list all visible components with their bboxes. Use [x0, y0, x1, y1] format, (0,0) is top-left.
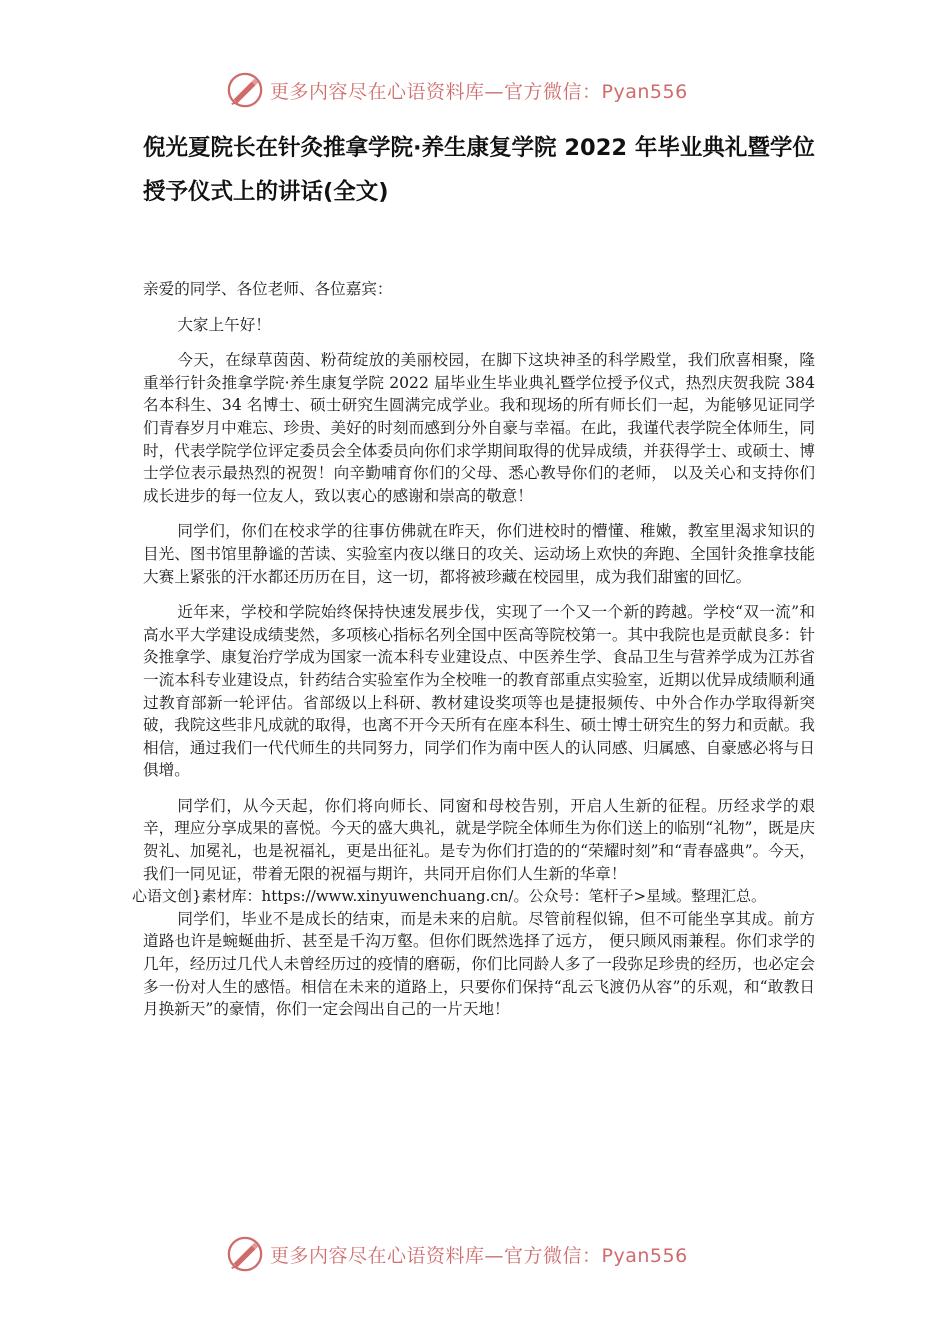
closing-paragraph: 同学们，毕业不是成长的结束，而是未来的启航。尽管前程似锦，但不可能坐享其成。前方道路也许是蜿蜒曲折、甚至是千沟万壑。但你们既然选择了远方， 便只顾风雨兼程。你们求学的几年，经历过几代人未曾经历过的疫情的磨砺，你们比同龄人多了一段弥足珍贵的经历，也必定会多一份对人生的感悟。相信在未来的道路上，只要你们保持“乱云飞渡仍从容”的乐观，和“敢教日月换新天”的豪情，你们一定会闯出自己的一片天地！	[143, 909, 815, 1019]
document-title: 倪光夏院长在针灸推拿学院·养生康复学院 2022 年毕业典礼暨学位授予仪式上的讲话(全文)	[143, 135, 815, 205]
document-body	[132, 278, 815, 1034]
paragraph: 大家上午好！	[177, 315, 271, 334]
banner-text: 更多内容尽在心语资料库—官方微信：Pyan556	[270, 1244, 688, 1267]
banner-text: 更多内容尽在心语资料库—官方微信：Pyan556	[270, 80, 688, 103]
pen-logo-icon	[226, 71, 264, 109]
paragraph: 同学们，你们在校求学的往事仿佛就在昨天，你们进校时的懵懂、稚嫩，教室里渴求知识的目光、图书馆里静谧的苦读、实验室内夜以继日的攻关、运动场上欢快的奔跑、全国针灸推拿技能大赛上紧张的汗水都还历历在目，这一切，都将被珍藏在校园里，成为我们甜蜜的回忆。	[143, 522, 815, 586]
pen-logo-icon	[226, 1235, 264, 1273]
footer-banner	[226, 1234, 688, 1274]
paragraph: 同学们，从今天起，你们将向师长、同窗和母校告别，开启人生新的征程。历经求学的艰辛，理应分享成果的喜悦。今天的盛大典礼，就是学院全体师生为你们送上的临别“礼物”，既是庆贺礼、加冕礼，也是祝福礼，更是出征礼。是专为你们打造的的“荣耀时刻”和“青春盛典”。今天，我们一同见证，带着无限的祝福与期许，共同开启你们人生新的华章！	[143, 796, 815, 883]
paragraph: 近年来，学校和学院始终保持快速发展步伐，实现了一个又一个新的跨越。学校“双一流”和高水平大学建设成绩斐然，多项核心指标名列全国中医高等院校第一。其中我院也是贡献良多：针灸推拿学、康复治疗学成为国家一流本科专业建设点、中医养生学、食品卫生与营养学成为江苏省一流本科专业建设点，针药结合实验室作为全校唯一的教育部重点实验室，近期以优异成绩顺利通过教育部新一轮评估。省部级以上科研、教材建设奖项等也是捷报频传、中外合作办学取得新突破，我院这些非凡成就的取得，也离不开今天所有在座本科生、硕士博士研究生的努力和贡献。我相信，通过我们一代代师生的共同努力，同学们作为南中医人的认同感、归属感、自豪感必将与日俱增。	[143, 603, 815, 780]
paragraph: 今天，在绿草茵茵、粉荷绽放的美丽校园，在脚下这块神圣的科学殿堂，我们欣喜相聚，隆重举行针灸推拿学院·养生康复学院 2022 届毕业生毕业典礼暨学位授予仪式，热烈庆贺我院 384 名本科生、34 名博士、硕士研究生圆满完成学业。我和现场的所有师长们一起，为能够见证同学们青春岁月中难忘、珍贵、美好的时刻而感到分外自豪与幸福。在此，我谨代表学院全体师生，同时，代表学院学位评定委员会全体委员向你们求学期间取得的优异成绩，并获得学士、或硕士、博士学位表示最热烈的祝贺！向辛勤哺育你们的父母、悉心教导你们的老师， 以及关心和支持你们成长进步的每一位友人，致以衷心的感谢和崇高的敬意！	[143, 351, 815, 505]
salutation: 亲爱的同学、各位老师、各位嘉宾：	[143, 280, 393, 298]
source-note: 心语文创}素材库：https://www.xinyuwenchuang.cn/。公众号：笔杆子>星域。整理汇总。	[132, 887, 767, 906]
header-banner	[226, 70, 688, 110]
